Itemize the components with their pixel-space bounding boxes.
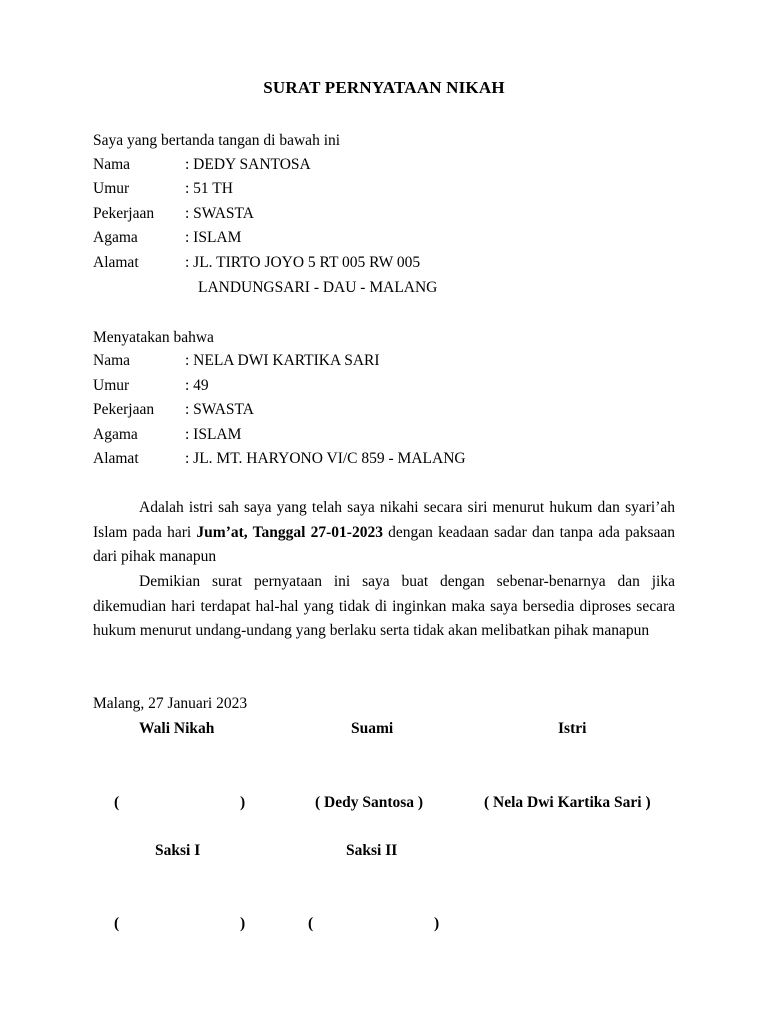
wali-close-paren: ): [240, 794, 246, 811]
party2-umur-label: Umur: [93, 377, 130, 394]
saksi2-open-paren: (: [308, 915, 314, 932]
party2-nama-label: Nama: [93, 352, 131, 369]
suami-heading: Suami: [351, 720, 394, 737]
closing-text: Demikian surat pernyataan ini saya buat dengan sebenar-benarnya dan jika dikemudian hari terdapat hal-hal yang tidak di inginkan maka saya bersedia diproses secara hukum menurut undang-undang yang berlaku serta tidak akan melibatkan pihak manapun: [93, 573, 675, 639]
party2-alamat-value: : JL. MT. HARYONO VI/C 859 - MALANG: [185, 450, 466, 467]
wali-open-paren: (: [114, 794, 120, 811]
document-title: SURAT PERNYATAAN NIKAH: [263, 78, 505, 97]
party2-alamat-label: Alamat: [93, 450, 139, 467]
party2-agama-label: Agama: [93, 426, 138, 443]
intro-text: Saya yang bertanda tangan di bawah ini: [93, 132, 341, 149]
party1-alamat-value: : JL. TIRTO JOYO 5 RT 005 RW 005: [185, 254, 421, 271]
party2-pekerjaan-value: : SWASTA: [185, 401, 254, 418]
saksi1-open-paren: (: [114, 915, 120, 932]
party1-nama-value: : DEDY SANTOSA: [185, 156, 311, 173]
party1-nama-label: Nama: [93, 156, 131, 173]
party1-pekerjaan-value: : SWASTA: [185, 205, 254, 222]
statement-date-bold: Jum’at, Tanggal 27-01-2023: [196, 523, 383, 541]
statement-text-start: Adalah istri sah saya yang telah saya nikahi secara siri menurut hukum dan syari’ah Islam pada hari: [93, 499, 675, 541]
party1-agama-value: : ISLAM: [185, 229, 242, 246]
party2-agama-value: : ISLAM: [185, 426, 242, 443]
party2-nama-value: : NELA DWI KARTIKA SARI: [185, 352, 380, 369]
suami-signature-name: ( Dedy Santosa ): [315, 794, 424, 811]
closing-paragraph: [93, 570, 675, 644]
party1-agama-label: Agama: [93, 229, 138, 246]
saksi2-close-paren: ): [434, 915, 440, 932]
party1-umur-value: : 51 TH: [185, 180, 233, 197]
place-date: Malang, 27 Januari 2023: [93, 695, 248, 712]
saksi1-close-paren: ): [240, 915, 246, 932]
party2-umur-value: : 49: [185, 377, 209, 394]
party2-pekerjaan-label: Pekerjaan: [93, 401, 155, 418]
saksi1-heading: Saksi I: [155, 842, 201, 859]
statement-paragraph: [93, 496, 675, 570]
party1-alamat-label: Alamat: [93, 254, 139, 271]
istri-heading: Istri: [558, 720, 587, 737]
declare-intro: Menyatakan bahwa: [93, 329, 214, 346]
istri-signature-name: ( Nela Dwi Kartika Sari ): [484, 794, 651, 811]
statement-text-end: dengan keadaan sadar dan tanpa ada paksaan dari pihak manapun: [93, 523, 675, 565]
wali-nikah-heading: Wali Nikah: [139, 720, 215, 737]
saksi2-heading: Saksi II: [346, 842, 398, 859]
party1-pekerjaan-label: Pekerjaan: [93, 205, 155, 222]
party1-alamat-value-line2: LANDUNGSARI - DAU - MALANG: [198, 279, 438, 296]
party1-umur-label: Umur: [93, 180, 130, 197]
